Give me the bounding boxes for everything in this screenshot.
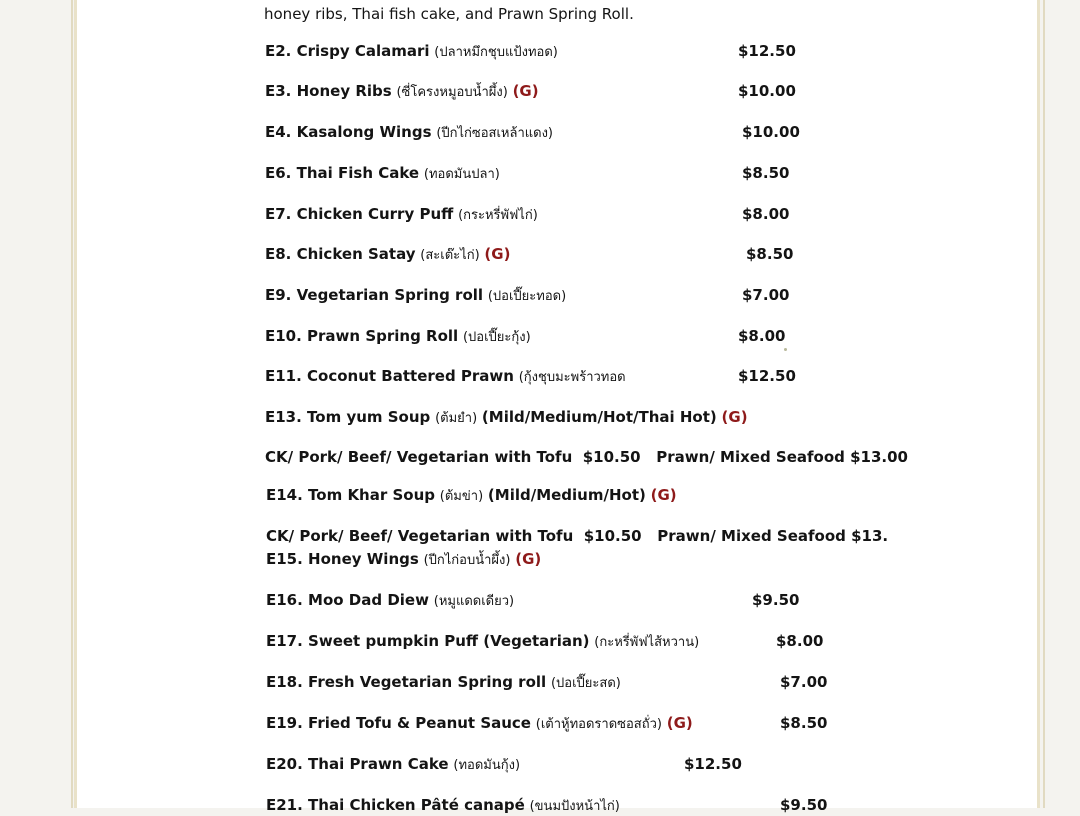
menu-item: [265, 205, 538, 225]
item-name: E9. Vegetarian Spring roll: [265, 286, 484, 304]
page-left-border: [71, 0, 73, 808]
intro-text: honey ribs, Thai fish cake, and Prawn Spring Roll.: [264, 5, 634, 23]
soup-option-left: CK/ Pork/ Beef/ Vegetarian with Tofu: [265, 448, 573, 466]
menu-item: [265, 327, 531, 347]
item-thai-name: (กุ้งชุบมะพร้าวทอด: [518, 370, 626, 385]
gluten-free-marker: (G): [512, 82, 539, 100]
item-price: $9.50: [780, 796, 828, 814]
item-price: $8.50: [746, 245, 794, 263]
item-name: E7. Chicken Curry Puff: [265, 205, 454, 223]
menu-item: [266, 755, 520, 775]
menu-item: [266, 486, 677, 506]
page-right-border: [1043, 0, 1045, 808]
item-name: E18. Fresh Vegetarian Spring roll: [266, 673, 547, 691]
soup-option-left: CK/ Pork/ Beef/ Vegetarian with Tofu: [266, 527, 574, 545]
item-name: E17. Sweet pumpkin Puff (Vegetarian): [266, 632, 590, 650]
item-thai-name: (ต้มข่า): [439, 489, 484, 504]
item-name: E13. Tom yum Soup: [265, 408, 431, 426]
item-thai-name: (กระหรี่พัฟไก่): [458, 208, 538, 223]
menu-item: [266, 632, 699, 652]
item-thai-name: (หมูแดดเดียว): [433, 594, 515, 609]
item-name: E16. Moo Dad Diew: [266, 591, 429, 609]
item-price: $12.50: [738, 367, 796, 385]
item-price: $7.00: [742, 286, 790, 304]
item-name: E2. Crispy Calamari: [265, 42, 430, 60]
gluten-free-marker: (G): [650, 486, 677, 504]
item-thai-name: (ปอเปี๊ยะทอด): [487, 289, 567, 304]
menu-item: [265, 408, 748, 428]
item-name: E20. Thai Prawn Cake: [266, 755, 449, 773]
item-price: $8.50: [780, 714, 828, 732]
menu-item: [266, 714, 693, 734]
menu-item: [266, 796, 620, 816]
gluten-free-marker: (G): [666, 714, 693, 732]
soup-option-right: Prawn/ Mixed Seafood $13.: [657, 527, 889, 545]
soup-price-options: [265, 448, 908, 466]
gluten-free-marker: (G): [515, 550, 542, 568]
item-name: E21. Thai Chicken Pâté canapé: [266, 796, 525, 814]
item-name: E11. Coconut Battered Prawn: [265, 367, 514, 385]
item-name: E6. Thai Fish Cake: [265, 164, 420, 182]
item-thai-name: (สะเต๊ะไก่): [420, 248, 480, 263]
item-thai-name: (ปีกไก่ซอสเหล้าแดง): [436, 126, 554, 141]
soup-price-options: [266, 527, 888, 545]
menu-item: [265, 286, 566, 306]
item-price: $12.50: [738, 42, 796, 60]
soup-option-right: Prawn/ Mixed Seafood $13.00: [656, 448, 908, 466]
item-thai-name: (ต้มยำ): [435, 411, 478, 426]
item-thai-name: (ทอดมันปลา): [423, 167, 500, 182]
menu-item: [266, 673, 621, 693]
item-thai-name: (เต้าหู้ทอดราดซอสถั่ว): [535, 717, 662, 732]
gluten-free-marker: (G): [721, 408, 748, 426]
item-name: E3. Honey Ribs: [265, 82, 392, 100]
menu-item: [265, 245, 510, 265]
item-price: $8.50: [742, 164, 790, 182]
item-thai-name: (ปอเปี๊ยะกุ้ง): [462, 330, 531, 345]
item-name: E4. Kasalong Wings: [265, 123, 432, 141]
spice-levels: (Mild/Medium/Hot): [487, 486, 646, 504]
item-name: E8. Chicken Satay: [265, 245, 416, 263]
soup-option-left-price: $10.50: [583, 527, 642, 545]
menu-item: [265, 123, 553, 143]
item-name: E14. Tom Khar Soup: [266, 486, 436, 504]
item-thai-name: (ปลาหมึกชุบแป้งทอด): [434, 45, 558, 60]
menu-item: [265, 367, 626, 387]
item-name: E10. Prawn Spring Roll: [265, 327, 459, 345]
menu-item: [265, 164, 500, 184]
menu-item: [265, 82, 539, 102]
paper-speck: [784, 348, 787, 351]
item-thai-name: (ซี่โครงหมูอบน้ำผึ้ง): [396, 85, 508, 100]
item-thai-name: (ทอดมันกุ้ง): [453, 758, 521, 773]
item-price: $7.00: [780, 673, 828, 691]
item-price: $9.50: [752, 591, 800, 609]
item-thai-name: (กะหรี่พัฟไส้หวาน): [594, 635, 700, 650]
soup-option-left-price: $10.50: [582, 448, 641, 466]
gluten-free-marker: (G): [484, 245, 511, 263]
item-name: E15. Honey Wings: [266, 550, 419, 568]
menu-item: [265, 42, 558, 62]
item-price: $8.00: [738, 327, 786, 345]
item-price: $8.00: [742, 205, 790, 223]
spice-levels: (Mild/Medium/Hot/Thai Hot): [481, 408, 717, 426]
item-price: $10.00: [738, 82, 796, 100]
menu-item: [266, 550, 541, 570]
item-thai-name: (ขนมปังหน้าไก่): [529, 799, 620, 814]
item-price: $10.00: [742, 123, 800, 141]
menu-item: [266, 591, 514, 611]
item-thai-name: (ปีกไก่อบน้ำผึ้ง): [423, 553, 511, 568]
item-thai-name: (ปอเปี๊ยะสด): [550, 676, 621, 691]
item-price: $8.00: [776, 632, 824, 650]
item-name: E19. Fried Tofu & Peanut Sauce: [266, 714, 531, 732]
item-price: $12.50: [684, 755, 742, 773]
